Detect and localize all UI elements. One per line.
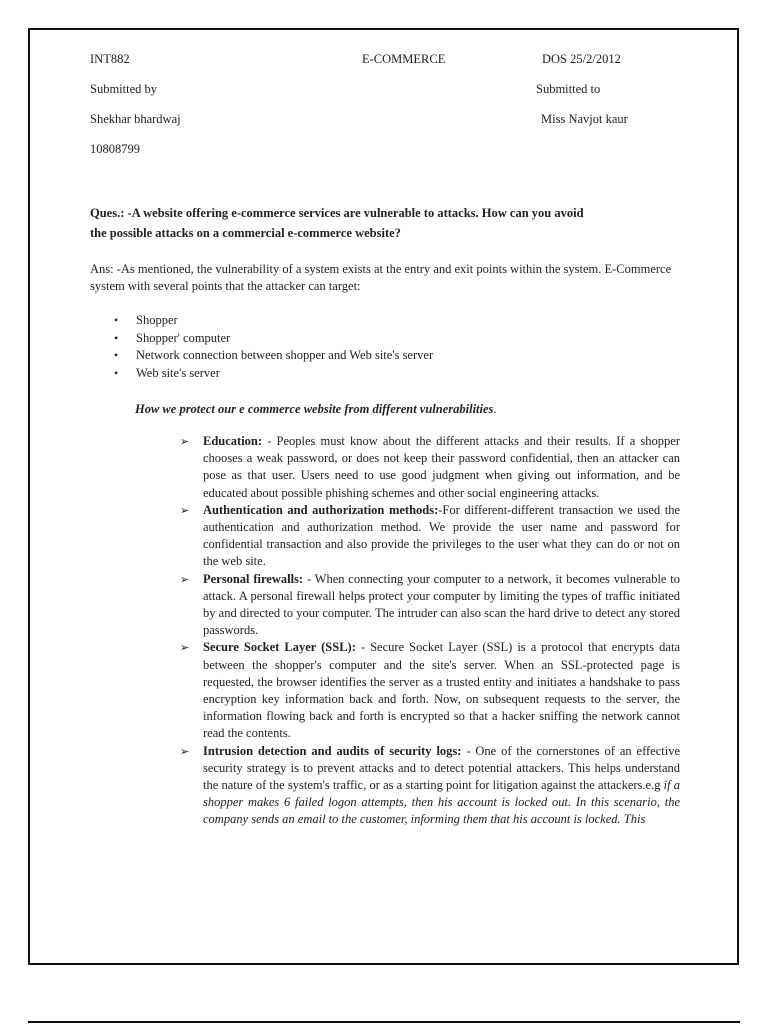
question-line-2: the possible attacks on a commercial e-commerce website? [90, 226, 401, 240]
course-code: INT882 [90, 52, 130, 66]
point-title: Authentication and authorization methods: [203, 502, 439, 517]
protection-point [180, 433, 680, 502]
list-item [112, 365, 433, 383]
arrow-bullet-icon: ➢ [180, 641, 190, 655]
bullet-icon: • [114, 365, 119, 380]
point-title: Secure Socket Layer (SSL): [203, 640, 356, 655]
point-text: - When connecting your computer to a network, it becomes vulnerable to attack. A personal firewall helps protect your computer by limiting the types of traffic initiated by and directed to your computer. The intruder can also scan the hard drive to detect any stored passwords. [203, 571, 681, 638]
list-item-text: Shopper' computer [136, 330, 231, 345]
submitted-by-label: Submitted by [90, 82, 158, 96]
date-of-submission: DOS 25/2/2012 [542, 52, 621, 66]
bullet-icon: • [114, 348, 119, 362]
point-title: Education: [203, 434, 263, 448]
point-title: Personal firewalls: [203, 571, 304, 586]
list-item [112, 347, 433, 365]
next-page-rule [28, 1021, 740, 1023]
list-item-text: Web site's server [136, 365, 220, 380]
teacher-name: Miss Navjot kaur [541, 112, 628, 126]
arrow-bullet-icon: ➢ [180, 435, 190, 448]
protection-point [180, 743, 680, 829]
section-heading [135, 401, 497, 418]
section-heading-period: . [493, 402, 497, 416]
arrow-bullet-icon: ➢ [180, 572, 190, 586]
list-item [112, 312, 433, 330]
list-item-text: Network connection between shopper and Web site's server [136, 348, 434, 362]
point-text: - One of the cornerstones of an effective security strategy is to prevent attacks and to detect potential attackers. This helps understand the nature of the system's traffic, or as a starting point for litigation against the attackers.e.g [203, 743, 681, 793]
list-item [112, 330, 433, 348]
question-line-1: Ques.: -A website offering e-commerce services are vulnerable to attacks. How can you avoid [90, 206, 584, 220]
target-list [112, 312, 433, 382]
subject-title: E-COMMERCE [362, 52, 446, 66]
list-item-text: Shopper [136, 313, 178, 327]
point-text: - Peoples must know about the different attacks and their results. If a shopper chooses a weak password, or does not keep their password confidential, then an attacker can pose as that user. Users need to use good judgment when giving out information, and be educated about possible phishing schemes and other social engineering attacks. [203, 434, 680, 500]
protection-points [180, 433, 680, 829]
arrow-bullet-icon: ➢ [180, 744, 190, 758]
bullet-icon: • [114, 313, 119, 327]
point-title: Intrusion detection and audits of security logs: [203, 743, 462, 758]
point-text: - Secure Socket Layer (SSL) is a protocol that encrypts data between the shopper's computer and the site's server. When an SSL-protected page is requested, the browser identifies the server as a trusted entity and initiates a handshake to pass encryption key information back and forth. Now, on subsequent requests to the server, the information flowing back and forth is encrypted so that a hacker sniffing the network cannot read the contents. [203, 640, 680, 741]
point-text: -For different-different transaction we used the authentication and authorization method. We provide the user name and password for confidential transaction and also provide the privileges to the user what they can do or not on the web site. [203, 502, 681, 569]
bullet-icon: • [114, 330, 119, 345]
student-name: Shekhar bhardwaj [90, 112, 181, 126]
section-heading-text: How we protect our e commerce website from different vulnerabilities [135, 402, 494, 416]
protection-point [180, 571, 680, 640]
arrow-bullet-icon: ➢ [180, 503, 190, 517]
point-example-text: if a shopper makes 6 failed logon attempts, then his account is locked out. In this scenario, the company sends an email to the customer, informing them that his account is locked. This [203, 778, 680, 827]
submitted-to-label: Submitted to [536, 82, 601, 96]
question [90, 203, 680, 243]
answer-intro: Ans: -As mentioned, the vulnerability of a system exists at the entry and exit points within the system. E-Commerce system with several points that the attacker can target: [90, 262, 672, 293]
protection-point [180, 639, 680, 742]
roll-number: 10808799 [90, 142, 140, 156]
protection-point [180, 502, 680, 571]
